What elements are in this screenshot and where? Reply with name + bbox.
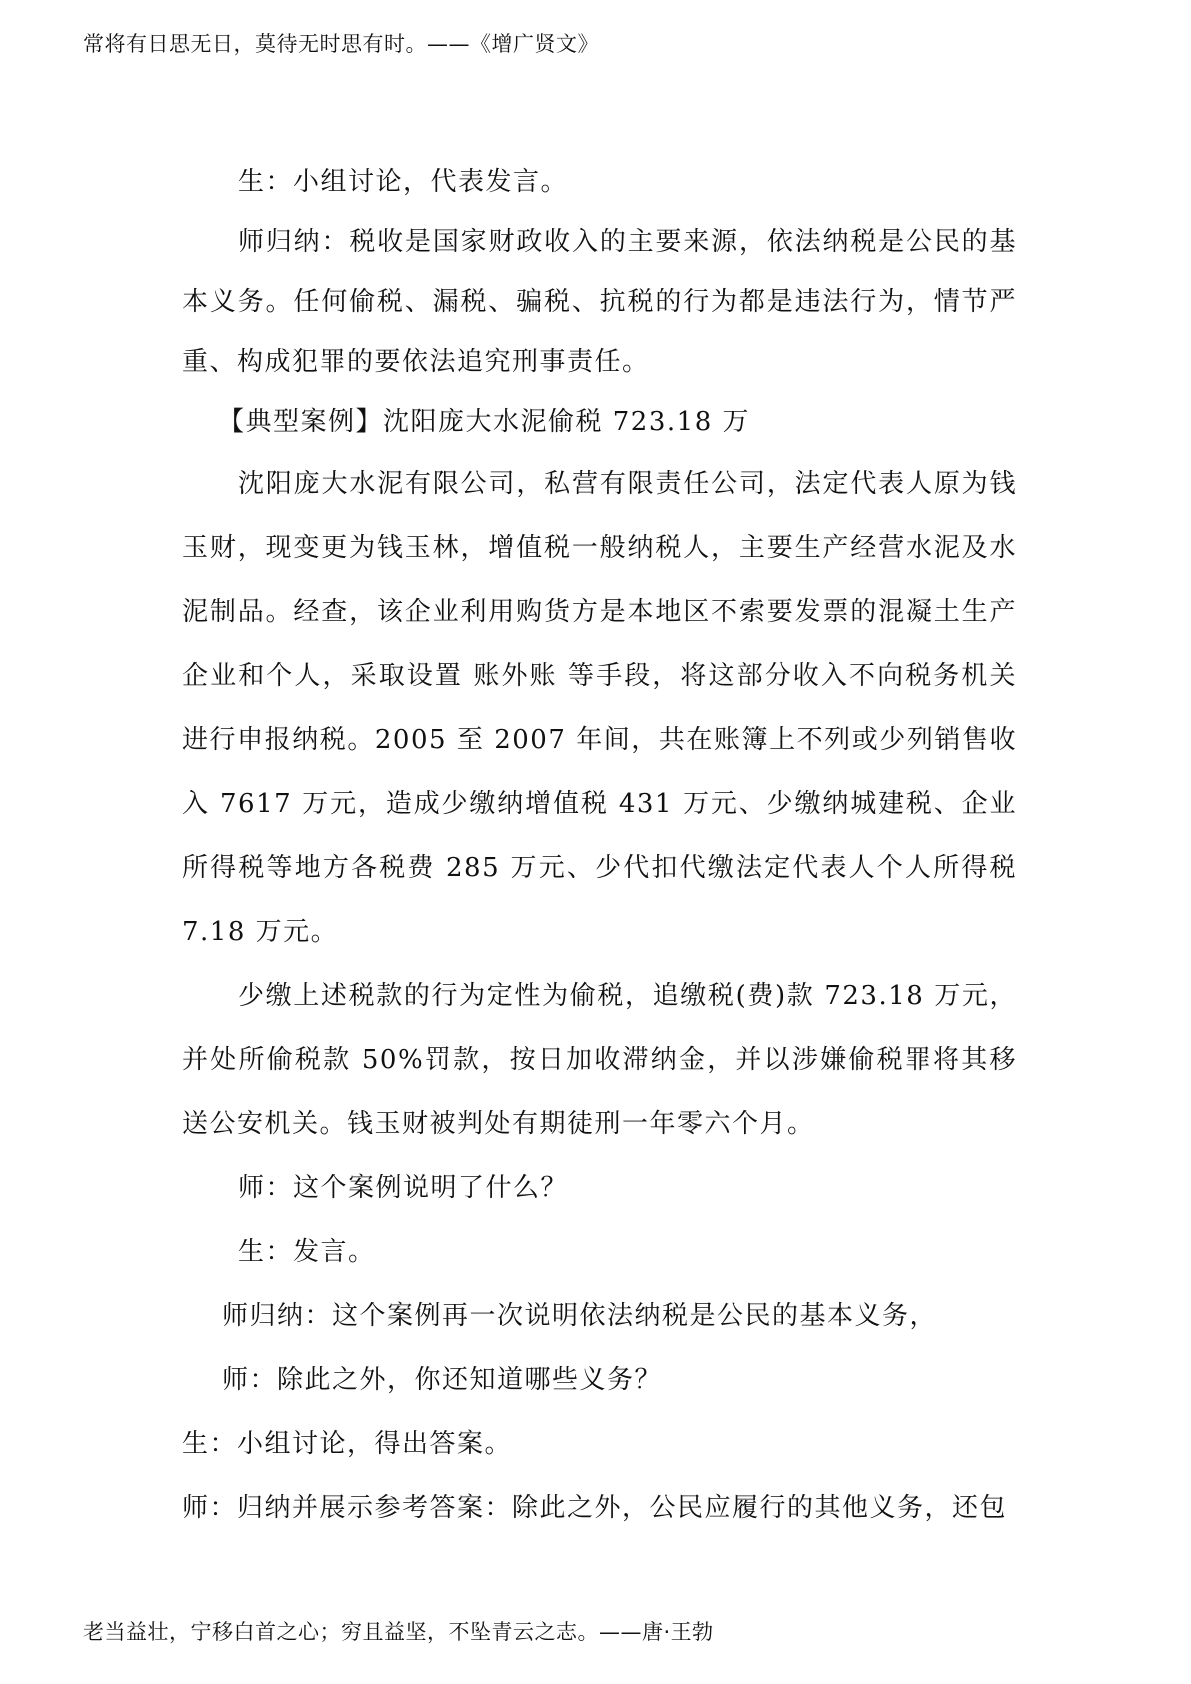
header-quote: 常将有日思无日，莫待无时思有时。——《增广贤文》 [83, 32, 599, 56]
teacher-question-2: 师：除此之外，你还知道哪些义务？ [222, 1365, 663, 1395]
teacher-summary-case: 师归纳：这个案例再一次说明依法纳税是公民的基本义务， [222, 1301, 938, 1331]
document-body [182, 152, 1017, 1540]
student-response-3: 生：小组讨论，得出答案。 [182, 1429, 513, 1459]
teacher-final-answer: 师：归纳并展示参考答案：除此之外，公民应履行的其他义务，还包 [182, 1493, 1008, 1523]
teacher-question-1: 师：这个案例说明了什么？ [238, 1173, 569, 1203]
footer-quote: 老当益壮，宁移白首之心；穷且益坚，不坠青云之志。——唐·王勃 [83, 1620, 714, 1644]
teacher-summary-tax: 师归纳：税收是国家财政收入的主要来源，依法纳税是公民的基本义务。任何偷税、漏税、骗税、抗税的行为都是违法行为，情节严重、构成犯罪的要依法追究刑事责任。 [182, 227, 1017, 377]
case-paragraph-2: 少缴上述税款的行为定性为偷税，追缴税(费)款 723.18 万元，并处所偷税款 50%罚款，按日加收滞纳金，并以涉嫌偷税罪将其移送公安机关。钱玉财被判处有期徒刑一年零六个月。 [182, 981, 1017, 1139]
case-paragraph-1: 沈阳庞大水泥有限公司，私营有限责任公司，法定代表人原为钱玉财，现变更为钱玉林，增值税一般纳税人，主要生产经营水泥及水泥制品。经查，该企业利用购货方是本地区不索要发票的混凝土生产企业和个人，采取设置 账外账 等手段，将这部分收入不向税务机关进行申报纳税。2005 至 2007 年间，共在账簿上不列或少列销售收入 7617 万元，造成少缴纳增值税 431 万元、少缴纳城建税、企业所得税等地方各税费 285 万元、少代扣代缴法定代表人个人所得税 7.18 万元。 [182, 469, 1017, 947]
student-response-1: 生：小组讨论，代表发言。 [238, 167, 569, 197]
case-title: 【典型案例】沈阳庞大水泥偷税 723.18 万 [218, 407, 751, 437]
student-response-2: 生：发言。 [238, 1237, 376, 1267]
